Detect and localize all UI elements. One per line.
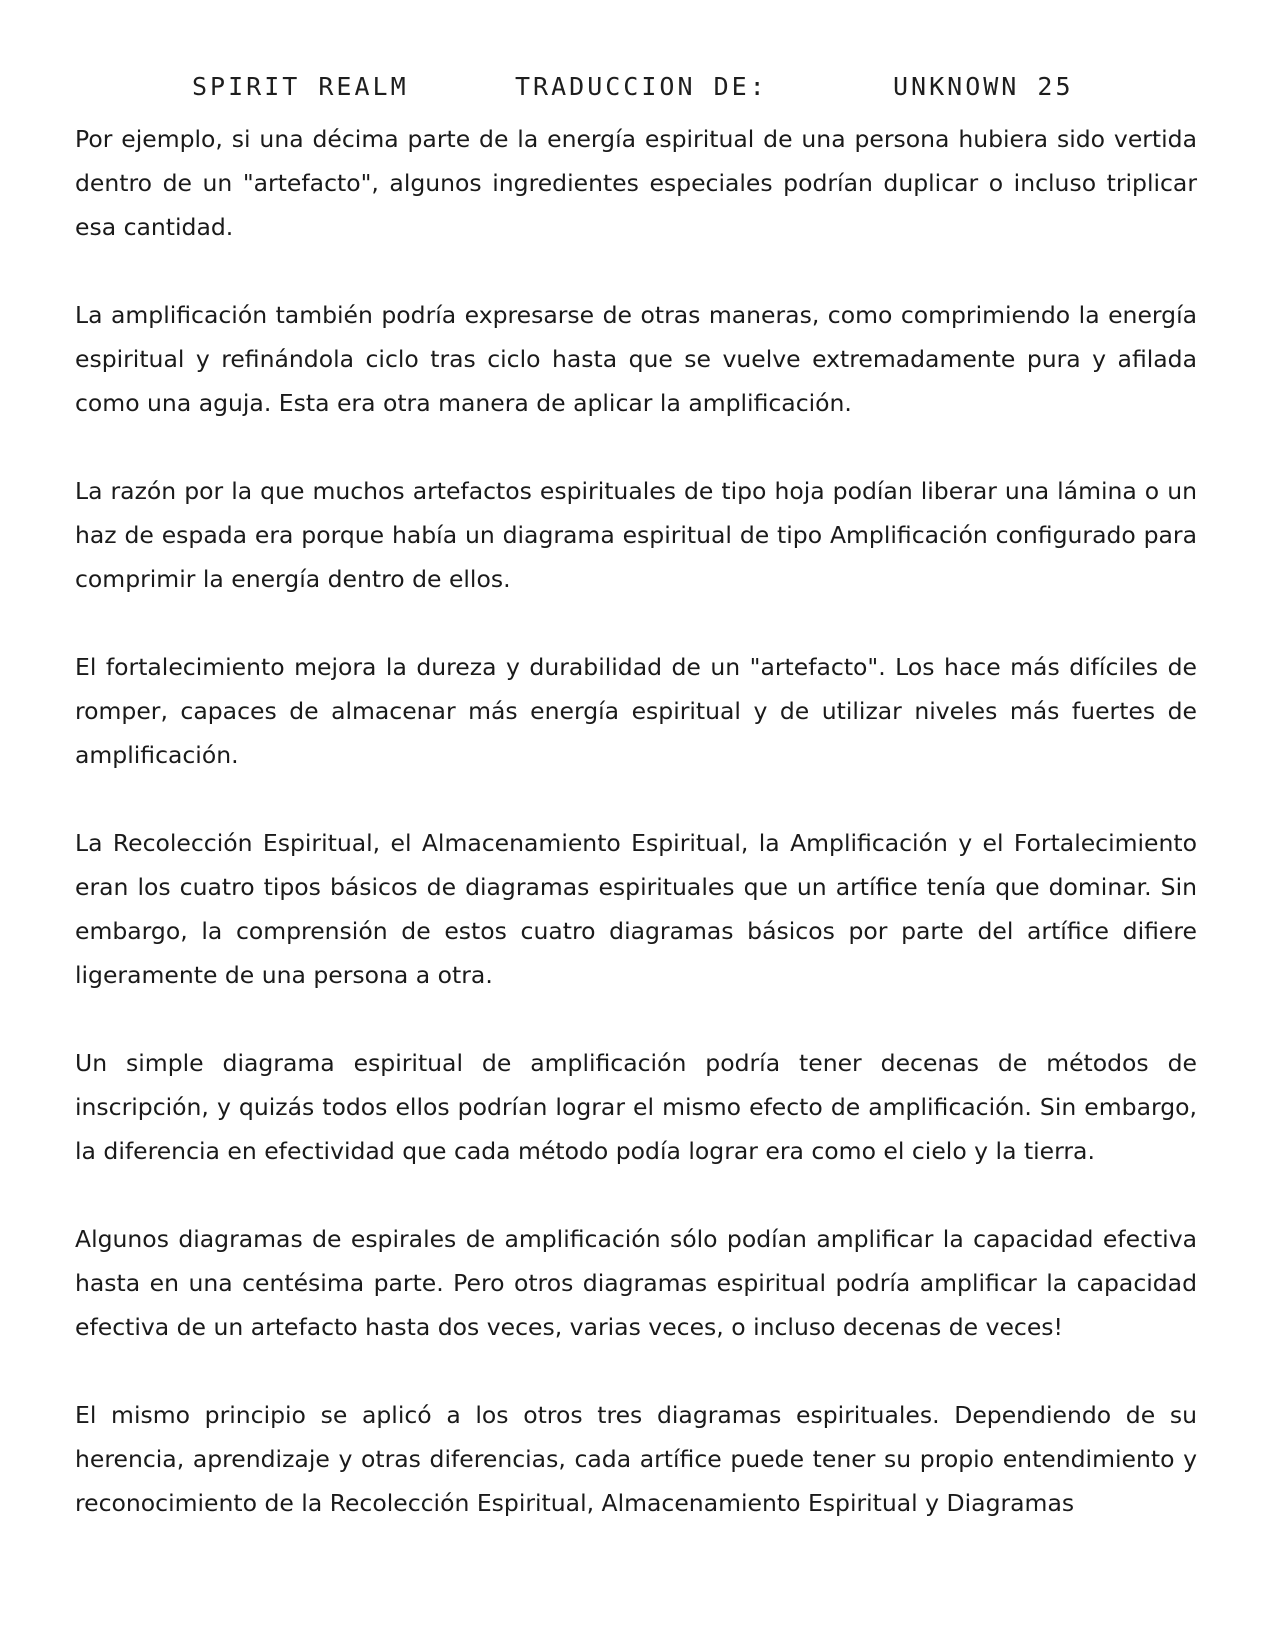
header-chapter: UNKNOWN 25 xyxy=(893,72,1074,101)
header-translation-label: TRADUCCION DE: xyxy=(515,72,768,101)
body-text xyxy=(75,117,1197,1525)
paragraph: La amplificación también podría expresarse de otras maneras, como comprimiendo la energía espiritual y refinándola ciclo tras ciclo hasta que se vuelve extremadamente pura y afilada como una aguja. Esta era otra manera de aplicar la amplificación. xyxy=(75,301,1197,417)
paragraph: El fortalecimiento mejora la dureza y durabilidad de un "artefacto". Los hace más difíciles de romper, capaces de almacenar más energía espiritual y de utilizar niveles más fuertes de amplificación. xyxy=(75,653,1197,769)
paragraph: El mismo principio se aplicó a los otros tres diagramas espirituales. Dependiendo de su herencia, aprendizaje y otras diferencias, cada artífice puede tener su propio entendimiento y reconocimiento de la Recolección Espiritual, Almacenamiento Espiritual y Diagramas xyxy=(75,1401,1197,1517)
page-header xyxy=(0,72,1275,112)
header-title: SPIRIT REALM xyxy=(192,72,409,101)
paragraph: Por ejemplo, si una décima parte de la energía espiritual de una persona hubiera sido vertida dentro de un "artefacto", algunos ingredientes especiales podrían duplicar o incluso triplicar esa cantidad. xyxy=(75,125,1197,241)
paragraph: Algunos diagramas de espirales de amplificación sólo podían amplificar la capacidad efectiva hasta en una centésima parte. Pero otros diagramas espiritual podría amplificar la capacidad efectiva de un artefacto hasta dos veces, varias veces, o incluso decenas de veces! xyxy=(75,1225,1197,1341)
paragraph: La razón por la que muchos artefactos espirituales de tipo hoja podían liberar una lámina o un haz de espada era porque había un diagrama espiritual de tipo Amplificación configurado para comprimir la energía dentro de ellos. xyxy=(75,477,1197,593)
paragraph: Un simple diagrama espiritual de amplificación podría tener decenas de métodos de inscripción, y quizás todos ellos podrían lograr el mismo efecto de amplificación. Sin embargo, la diferencia en efectividad que cada método podía lograr era como el cielo y la tierra. xyxy=(75,1049,1197,1165)
paragraph: La Recolección Espiritual, el Almacenamiento Espiritual, la Amplificación y el Fortalecimiento eran los cuatro tipos básicos de diagramas espirituales que un artífice tenía que dominar. Sin embargo, la comprensión de estos cuatro diagramas básicos por parte del artífice difiere ligeramente de una persona a otra. xyxy=(75,829,1197,989)
